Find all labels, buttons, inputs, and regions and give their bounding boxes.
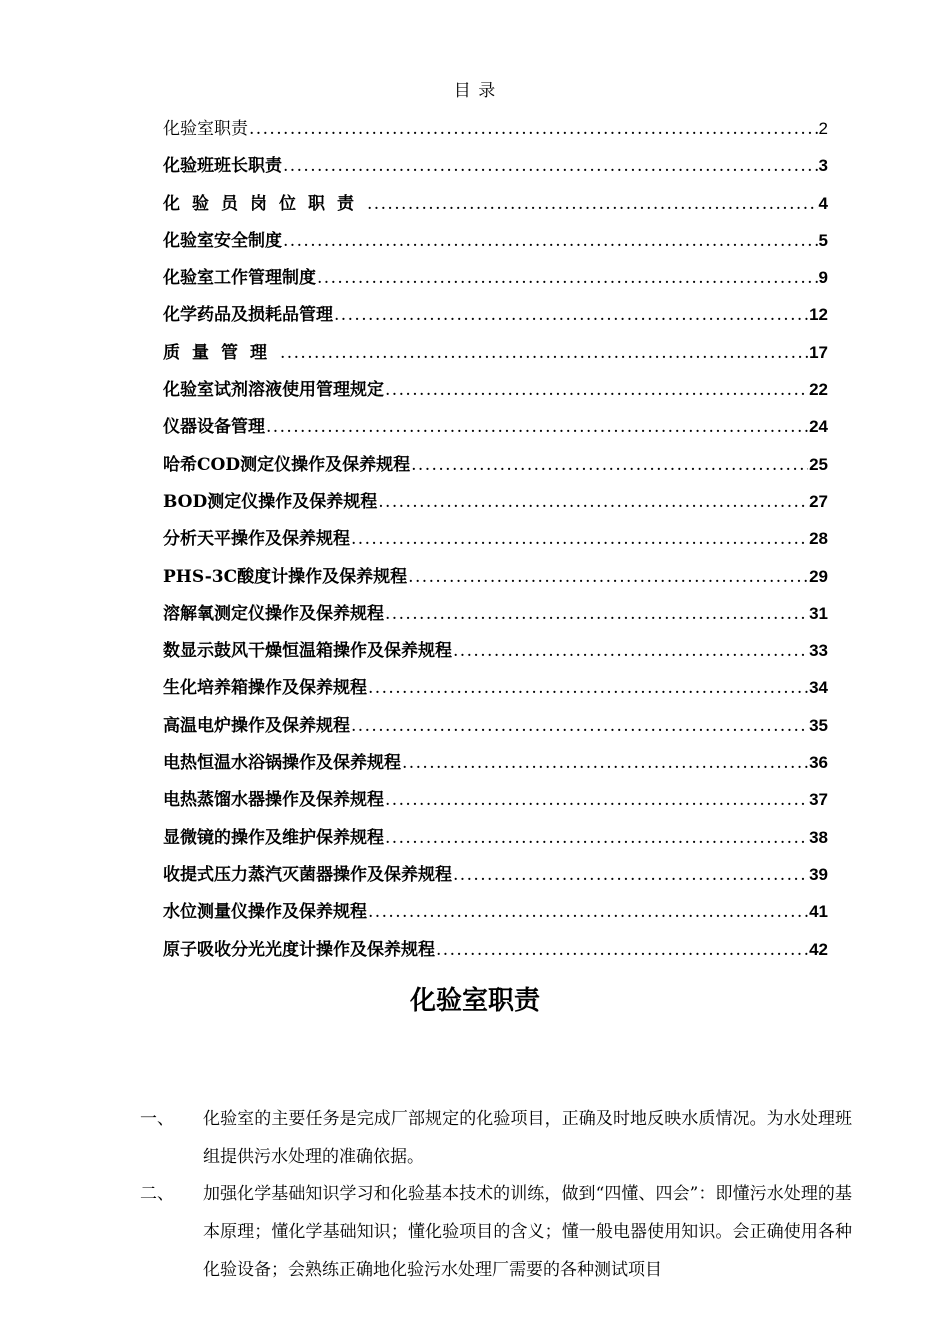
toc-entry-page: 39 xyxy=(809,864,828,884)
toc-entry-label: 化验室工作管理制度 xyxy=(163,268,316,289)
toc-entry[interactable] xyxy=(163,599,828,636)
toc-entry[interactable] xyxy=(163,189,828,226)
toc-dot-leader xyxy=(368,678,808,698)
toc-entry[interactable] xyxy=(163,860,828,897)
toc-entry-page: 22 xyxy=(809,380,828,400)
toc-entry-label: BOD测定仪操作及保养规程 xyxy=(163,491,378,512)
toc-entry-page: 35 xyxy=(809,715,828,735)
toc-entry-page: 25 xyxy=(809,454,828,474)
toc-dot-leader xyxy=(385,790,808,810)
toc-dot-leader xyxy=(385,828,808,848)
toc-entry-label: 哈希COD测定仪操作及保养规程 xyxy=(163,454,411,475)
toc-entry[interactable] xyxy=(163,487,828,524)
toc-dot-leader xyxy=(334,305,808,325)
toc-dot-leader xyxy=(385,604,808,624)
toc-entry[interactable] xyxy=(163,935,828,972)
toc-dot-leader xyxy=(249,119,818,139)
toc-entry-page: 4 xyxy=(818,193,828,213)
toc-entry-page: 5 xyxy=(818,230,828,250)
toc-entry-page: 37 xyxy=(809,790,828,810)
toc-entry[interactable] xyxy=(163,375,828,412)
paragraph-number: 一、 xyxy=(140,1109,174,1129)
toc-entry-label: 数显示鼓风干燥恒温箱操作及保养规程 xyxy=(163,641,452,662)
toc-entry-label: 溶解氧测定仪操作及保养规程 xyxy=(163,603,384,624)
toc-entry[interactable] xyxy=(163,151,828,188)
toc-dot-leader xyxy=(351,529,808,549)
toc-entry[interactable] xyxy=(163,114,828,151)
toc-dot-leader xyxy=(385,380,808,400)
paragraph-text: 加强化学基础知识学习和化验基本技术的训练，做到“四懂、四会”：即懂污水处理的基本原理；懂化学基础知识；懂化验项目的含义；懂一般电器使用知识。会正确使用各种化验设备；会熟练正确地化验污水处理厂需要的各种测试项目 xyxy=(203,1184,852,1280)
toc-entry-page: 27 xyxy=(809,491,828,511)
toc-heading: 目 录 xyxy=(453,81,497,101)
toc-entry[interactable] xyxy=(163,562,828,599)
toc-entry[interactable] xyxy=(163,785,828,822)
toc-entry-label: 水位测量仪操作及保养规程 xyxy=(163,902,367,923)
toc-entry-page: 31 xyxy=(809,603,828,623)
toc-entry-page: 34 xyxy=(809,678,828,698)
toc-entry-page: 36 xyxy=(809,753,828,773)
toc-dot-leader xyxy=(453,641,808,661)
toc-dot-leader xyxy=(453,865,808,885)
paragraph-number: 二、 xyxy=(140,1184,174,1204)
toc-entry[interactable] xyxy=(163,338,828,375)
toc-dot-leader xyxy=(351,716,808,736)
toc-dot-leader xyxy=(368,902,808,922)
section-title: 化验室职责 xyxy=(409,986,540,1016)
toc-entry-page: 3 xyxy=(818,156,828,176)
toc-dot-leader xyxy=(280,343,808,363)
toc-entry[interactable] xyxy=(163,263,828,300)
toc-entry-page: 28 xyxy=(809,529,828,549)
paragraph-text: 化验室的主要任务是完成厂部规定的化验项目，正确及时地反映水质情况。为水处理班组提供污水处理的准确依据。 xyxy=(203,1109,852,1167)
toc-dot-leader xyxy=(436,940,808,960)
toc-entry-label: 质量管理 xyxy=(163,342,279,363)
toc-entry-label: 显微镜的操作及维护保养规程 xyxy=(163,827,384,848)
toc-entry-label: 电热蒸馏水器操作及保养规程 xyxy=(163,790,384,811)
toc-entry[interactable] xyxy=(163,450,828,487)
toc-dot-leader xyxy=(283,231,818,251)
toc-entry-label: 化验班班长职责 xyxy=(163,156,282,177)
paragraph-2 xyxy=(140,1175,852,1289)
toc-dot-leader xyxy=(411,455,808,475)
toc-entry-page: 38 xyxy=(809,827,828,847)
toc-entry-page: 24 xyxy=(809,417,828,437)
toc-dot-leader xyxy=(408,567,808,587)
toc-entry-label: 化验室职责 xyxy=(163,119,248,139)
toc-dot-leader xyxy=(367,194,818,214)
toc-dot-leader xyxy=(283,156,818,176)
toc-entry[interactable] xyxy=(163,711,828,748)
toc-entry-label: PHS-3C酸度计操作及保养规程 xyxy=(163,566,408,587)
toc-entry[interactable] xyxy=(163,524,828,561)
table-of-contents xyxy=(163,114,828,972)
toc-entry[interactable] xyxy=(163,823,828,860)
toc-entry-page: 41 xyxy=(809,902,828,922)
toc-entry[interactable] xyxy=(163,748,828,785)
toc-entry-label: 化验员岗位职责 xyxy=(163,193,366,214)
toc-entry[interactable] xyxy=(163,673,828,710)
toc-entry-label: 化验室试剂溶液使用管理规定 xyxy=(163,380,384,401)
toc-entry[interactable] xyxy=(163,300,828,337)
toc-entry-label: 仪器设备管理 xyxy=(163,417,265,438)
toc-dot-leader xyxy=(402,753,808,773)
toc-entry-label: 原子吸收分光光度计操作及保养规程 xyxy=(163,939,435,960)
toc-entry-label: 高温电炉操作及保养规程 xyxy=(163,715,350,736)
toc-dot-leader xyxy=(266,417,808,437)
toc-entry[interactable] xyxy=(163,897,828,934)
toc-entry-label: 分析天平操作及保养规程 xyxy=(163,529,350,550)
toc-entry[interactable] xyxy=(163,636,828,673)
toc-entry-label: 化验室安全制度 xyxy=(163,230,282,251)
toc-entry-label: 电热恒温水浴锅操作及保养规程 xyxy=(163,753,401,774)
toc-entry-page: 9 xyxy=(818,268,828,288)
toc-entry-label: 收提式压力蒸汽灭菌器操作及保养规程 xyxy=(163,864,452,885)
toc-entry[interactable] xyxy=(163,412,828,449)
toc-entry-label: 化学药品及损耗品管理 xyxy=(163,305,333,326)
toc-entry-page: 42 xyxy=(809,939,828,959)
paragraph-1 xyxy=(140,1100,852,1176)
toc-entry-page: 29 xyxy=(809,566,828,586)
toc-entry-label: 生化培养箱操作及保养规程 xyxy=(163,678,367,699)
toc-entry-page: 33 xyxy=(809,641,828,661)
toc-entry-page: 2 xyxy=(818,119,828,138)
toc-entry-page: 17 xyxy=(809,342,828,362)
toc-dot-leader xyxy=(378,492,808,512)
toc-entry[interactable] xyxy=(163,226,828,263)
toc-dot-leader xyxy=(317,268,818,288)
toc-entry-page: 12 xyxy=(809,305,828,325)
